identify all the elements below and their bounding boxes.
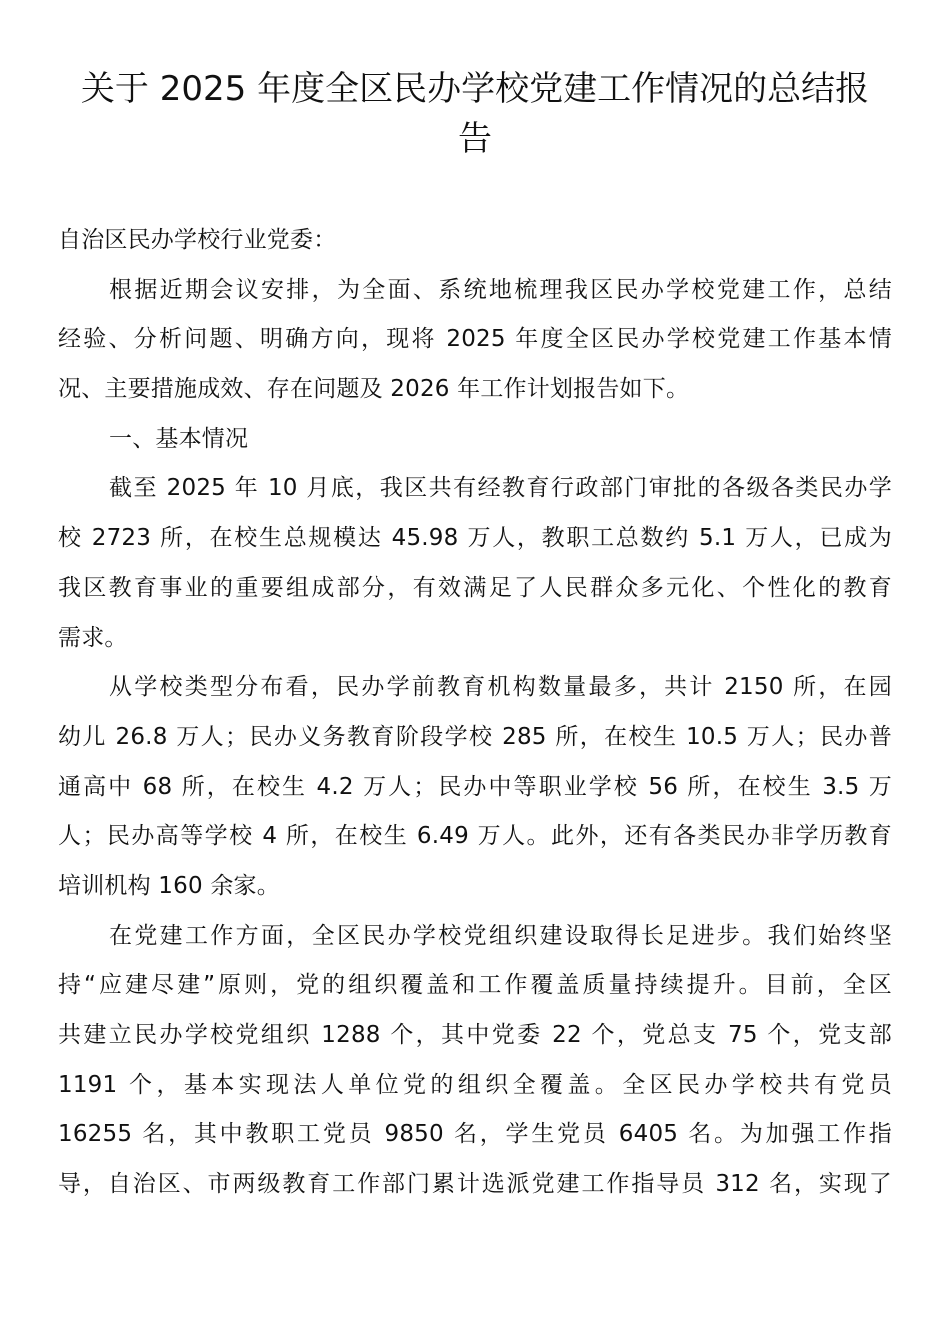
section-heading-basic-situation bbox=[58, 415, 892, 465]
paragraph-line: 培训机构 160 余家。 bbox=[58, 872, 280, 899]
section-heading: 一、基本情况 bbox=[109, 425, 249, 452]
paragraph-line: 导，自治区、市两级教育工作部门累计选派党建工作指导员 312 名，实现了 bbox=[58, 1171, 892, 1198]
paragraph-line: 人；民办高等学校 4 所，在校生 6.49 万人。此外，还有各类民办非学历教育 bbox=[58, 823, 892, 850]
paragraph-line: 我区教育事业的重要组成部分，有效满足了人民群众多元化、个性化的教育 bbox=[58, 574, 892, 601]
document-title bbox=[58, 64, 892, 164]
paragraph-line: 持“应建尽建”原则，党的组织覆盖和工作覆盖质量持续提升。目前，全区 bbox=[58, 972, 892, 999]
paragraph-party-building bbox=[58, 912, 892, 1210]
paragraph-school-types bbox=[58, 663, 892, 911]
document-body bbox=[58, 216, 892, 1210]
paragraph-intro bbox=[58, 266, 892, 415]
paragraph-line: 根据近期会议安排，为全面、系统地梳理我区民办学校党建工作，总结 bbox=[109, 276, 892, 303]
paragraph-line: 16255 名，其中教职工党员 9850 名，学生党员 6405 名。为加强工作指 bbox=[58, 1121, 892, 1148]
paragraph-line: 通高中 68 所，在校生 4.2 万人；民办中等职业学校 56 所，在校生 3.5 万 bbox=[58, 773, 892, 800]
title-line-2: 告 bbox=[458, 119, 492, 159]
salutation: 自治区民办学校行业党委： bbox=[58, 227, 337, 253]
paragraph-overview bbox=[58, 464, 892, 663]
paragraph-line: 校 2723 所，在校生总规模达 45.98 万人，教职工总数约 5.1 万人，已成为 bbox=[58, 525, 892, 552]
paragraph-line: 在党建工作方面，全区民办学校党组织建设取得长足进步。我们始终坚 bbox=[109, 922, 892, 949]
paragraph-line: 况、主要措施成效、存在问题及 2026 年工作计划报告如下。 bbox=[58, 376, 690, 403]
paragraph-line: 从学校类型分布看，民办学前教育机构数量最多，共计 2150 所，在园 bbox=[109, 674, 892, 701]
paragraph-line: 需求。 bbox=[58, 624, 128, 651]
paragraph-line: 1191 个，基本实现法人单位党的组织全覆盖。全区民办学校共有党员 bbox=[58, 1071, 892, 1098]
title-line-1: 关于 2025 年度全区民办学校党建工作情况的总结报 bbox=[80, 69, 870, 109]
paragraph-line: 经验、分析问题、明确方向，现将 2025 年度全区民办学校党建工作基本情 bbox=[58, 326, 892, 353]
paragraph-line: 截至 2025 年 10 月底，我区共有经教育行政部门审批的各级各类民办学 bbox=[109, 475, 892, 502]
paragraph-line: 幼儿 26.8 万人；民办义务教育阶段学校 285 所，在校生 10.5 万人；民办普 bbox=[58, 723, 892, 750]
paragraph-line: 共建立民办学校党组织 1288 个，其中党委 22 个，党总支 75 个，党支部 bbox=[58, 1022, 892, 1048]
